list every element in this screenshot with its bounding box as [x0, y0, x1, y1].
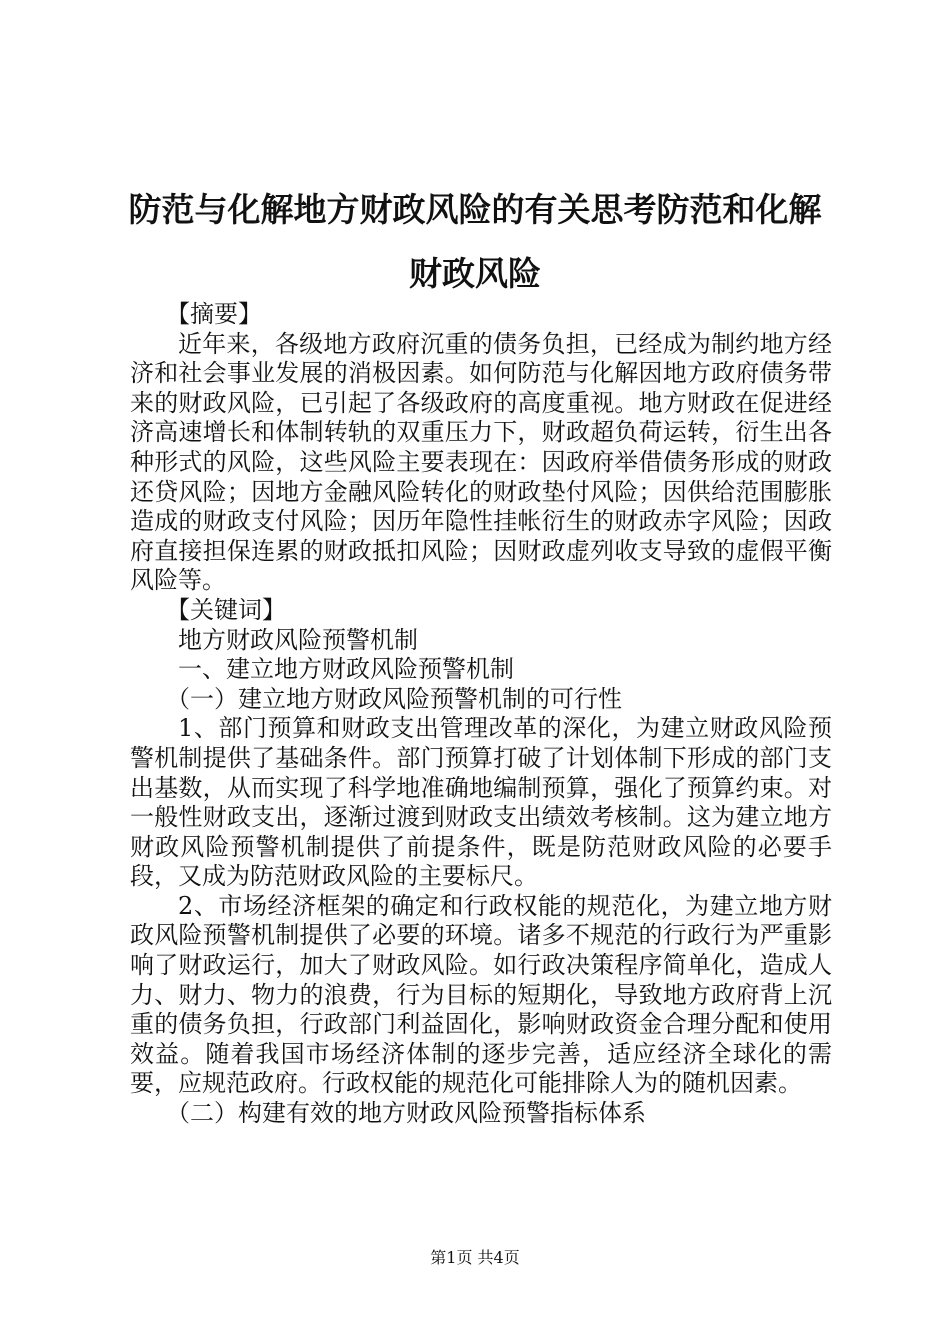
- section-heading: 一、建立地方财政风险预警机制: [178, 655, 514, 684]
- abstract-heading: 【摘要】: [166, 300, 262, 328]
- subsection-heading: （二）构建有效的地方财政风险预警指标体系: [166, 1099, 646, 1128]
- body-paragraph: 2、市场经济框架的确定和行政权能的规范化，为建立地方财政风险预警机制提供了必要的环境。诸多不规范的行政行为严重影响了财政运行，加大了财政风险。如行政决策程序简单化，造成人力、财力、物力的浪费，行为目标的短期化，导致地方政府背上沉重的债务负担，行政部门利益固化，影响财政资金合理分配和使用效益。随着我国市场经济体制的逐步完善，适应经济全球化的需要，应规范政府。行政权能的规范化可能排除人为的随机因素。: [130, 891, 832, 1098]
- document-body: [130, 300, 832, 1129]
- page-number: 第1页 共4页: [430, 1248, 520, 1267]
- keywords-text: 地方财政风险预警机制: [178, 625, 418, 654]
- body-paragraph: 1、部门预算和财政支出管理改革的深化，为建立财政风险预警机制提供了基础条件。部门预算打破了计划体制下形成的部门支出基数，从而实现了科学地准确地编制预算，强化了预算约束。对一般性财政支出，逐渐过渡到财政支出绩效考核制。这为建立地方财政风险预警机制提供了前提条件，既是防范财政风险的必要手段，又成为防范财政风险的主要标尺。: [130, 714, 832, 891]
- document-title: 防范与化解地方财政风险的有关思考防范和化解财政风险: [128, 190, 822, 293]
- subsection-heading: （一）建立地方财政风险预警机制的可行性: [166, 684, 622, 713]
- keywords-heading: 【关键词】: [166, 595, 286, 624]
- abstract-paragraph: 近年来，各级地方政府沉重的债务负担，已经成为制约地方经济和社会事业发展的消极因素。如何防范与化解因地方政府债务带来的财政风险，已引起了各级政府的高度重视。地方财政在促进经济高速增长和体制转轨的双重压力下，财政超负荷运转，衍生出各种形式的风险，这些风险主要表现在：因政府举借债务形成的财政还贷风险；因地方金融风险转化的财政垫付风险；因供给范围膨胀造成的财政支付风险；因历年隐性挂帐衍生的财政赤字风险；因政府直接担保连累的财政抵扣风险；因财政虚列收支导致的虚假平衡风险等。: [130, 329, 832, 595]
